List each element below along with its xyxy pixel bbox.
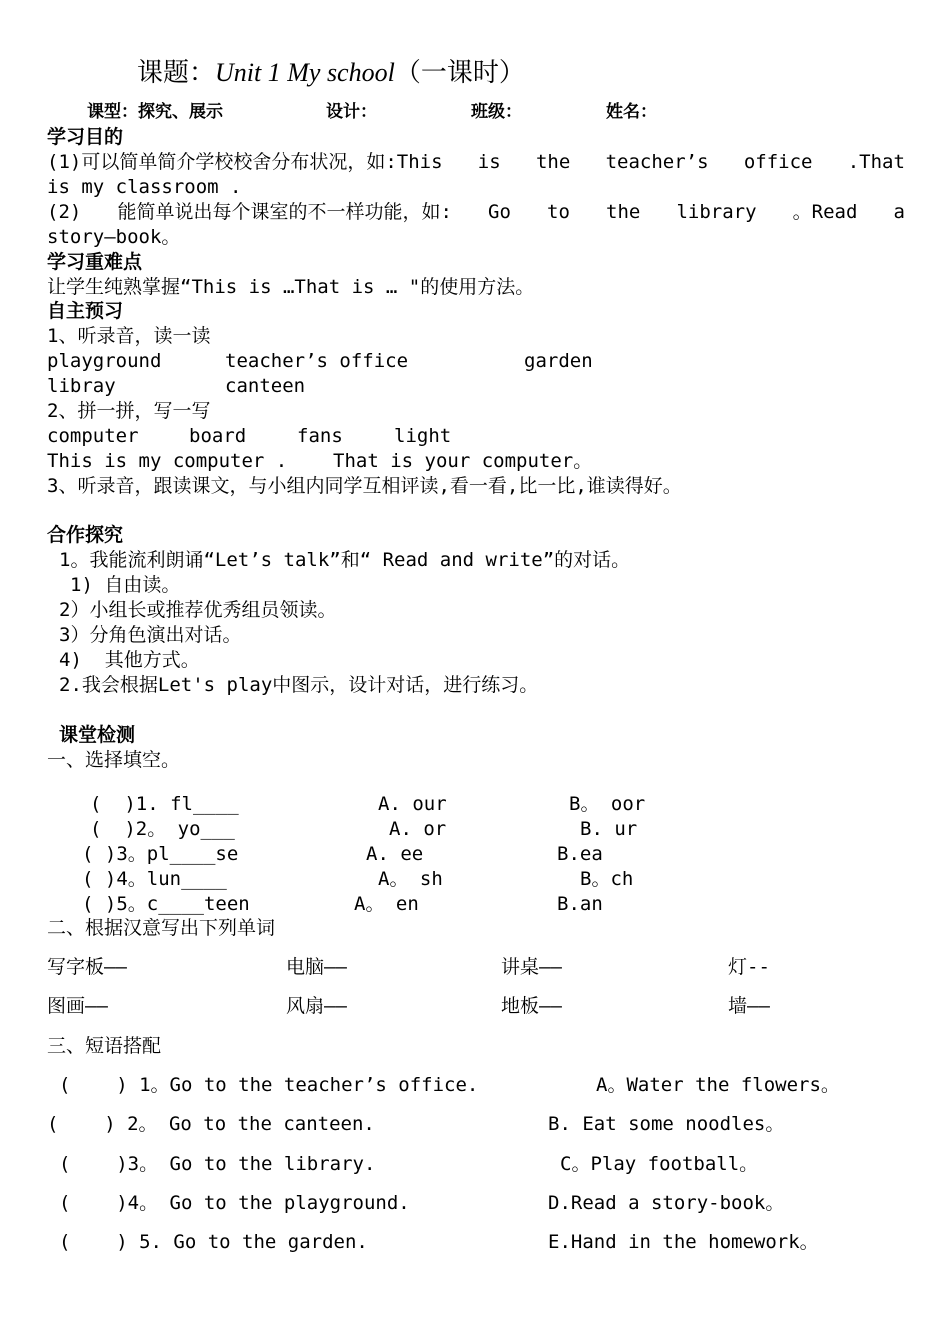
designer-label: 设计： xyxy=(326,102,377,122)
choice-q4: ( )4。lun____ xyxy=(82,868,227,890)
word-board: board xyxy=(189,425,247,447)
choice-q2-a: A. or xyxy=(389,818,447,840)
word-fans: fans xyxy=(297,425,343,447)
choice-q4-b: B。ch xyxy=(580,868,634,890)
match-q3: ( )3。 Go to the library. xyxy=(59,1153,376,1175)
name-label: 姓名： xyxy=(606,102,657,122)
word-canteen: canteen xyxy=(225,375,306,397)
sentence-that: That is your computer。 xyxy=(333,450,593,472)
word-prompt: 地板—— xyxy=(501,995,562,1017)
word-prompt: 灯-- xyxy=(728,956,770,978)
objective-2: (2) 能简单说出每个课室的不一样功能，如: Go to the library 。Read a xyxy=(47,201,905,223)
word-playground: playground xyxy=(47,350,162,372)
choice-q5-a: A。 en xyxy=(354,893,419,915)
cooperation-sub-3: 3）分角色演出对话。 xyxy=(59,624,242,646)
cooperation-item-1: 1。我能流利朗诵“Let’s talk”和“ Read and write”的对话。 xyxy=(59,549,631,571)
choice-q3-a: A. ee xyxy=(366,843,424,865)
word-light: light xyxy=(394,425,452,447)
objectives-heading: 学习目的 xyxy=(47,126,124,148)
difficulty-heading: 学习重难点 xyxy=(47,251,143,273)
word-computer: computer xyxy=(47,425,139,447)
preview-step-1: 1、听录音，读一读 xyxy=(47,325,211,347)
match-q1: ( ) 1。Go to the teacher’s office. xyxy=(59,1074,479,1096)
preview-step-3: 3、听录音，跟读课文，与小组内同学互相评读,看一看,比一比,谁读得好。 xyxy=(47,475,682,497)
match-a1: A。Water the flowers。 xyxy=(596,1074,840,1096)
choice-q3: ( )3。pl____se xyxy=(82,843,239,865)
choice-q2-b: B. ur xyxy=(580,818,638,840)
choice-q3-b: B.ea xyxy=(557,843,603,865)
match-q4: ( )4。 Go to the playground. xyxy=(59,1192,410,1214)
match-q2: ( ) 2。 Go to the canteen. xyxy=(47,1113,375,1135)
match-a5: E.Hand in the homework。 xyxy=(548,1231,819,1253)
choice-q5-b: B.an xyxy=(557,893,603,915)
preview-step-2: 2、拼一拼，写一写 xyxy=(47,400,211,422)
part1-title: 一、选择填空。 xyxy=(47,749,181,771)
match-a3: C。Play football。 xyxy=(560,1153,759,1175)
part2-title: 二、根据汉意写出下列单词 xyxy=(47,917,276,939)
word-garden: garden xyxy=(524,350,593,372)
class-label: 班级： xyxy=(471,102,522,122)
choice-q4-a: A。 sh xyxy=(378,868,443,890)
objective-1: (1)可以简单简介学校校舍分布状况，如:This is the teacher’s office .That xyxy=(47,151,905,173)
choice-q1: ( )1. fl____ xyxy=(90,793,239,815)
choice-q2: ( )2。 yo___ xyxy=(90,818,235,840)
preview-heading: 自主预习 xyxy=(47,300,124,322)
cooperation-sub-2: 2）小组长或推荐优秀组员领读。 xyxy=(59,599,337,621)
word-prompt: 图画—— xyxy=(47,995,108,1017)
choice-q1-a: A. our xyxy=(378,793,447,815)
choice-q5: ( )5。c____teen xyxy=(82,893,250,915)
lesson-type: 课型：探究、展示 xyxy=(87,102,223,122)
word-prompt: 讲桌—— xyxy=(501,956,562,978)
word-teachers-office: teacher’s office xyxy=(225,350,409,372)
test-heading: 课堂检测 xyxy=(59,724,136,746)
word-prompt: 风扇—— xyxy=(286,995,347,1017)
page-title: 课题：Unit 1 My school（一课时） xyxy=(137,58,525,88)
cooperation-item-2: 2.我会根据Let's play中图示，设计对话，进行练习。 xyxy=(59,674,539,696)
cooperation-sub-1: 1) 自由读。 xyxy=(70,574,181,596)
word-prompt: 墙—— xyxy=(728,995,770,1017)
choice-q1-b: B。 oor xyxy=(569,793,646,815)
word-prompt: 写字板—— xyxy=(47,956,127,978)
sentence-this: This is my computer . xyxy=(47,450,288,472)
word-libray: libray xyxy=(47,375,116,397)
objective-2-cont: story—book。 xyxy=(47,226,181,248)
cooperation-sub-4: 4) 其他方式。 xyxy=(59,649,200,671)
word-prompt: 电脑—— xyxy=(286,956,347,978)
difficulty-text: 让学生纯熟掌握“This is …That is … "的使用方法。 xyxy=(47,276,535,298)
match-a2: B. Eat some noodles。 xyxy=(548,1113,785,1135)
part3-title: 三、短语搭配 xyxy=(47,1035,162,1057)
match-q5: ( ) 5. Go to the garden. xyxy=(59,1231,368,1253)
match-a4: D.Read a story-book。 xyxy=(548,1192,785,1214)
cooperation-heading: 合作探究 xyxy=(47,524,124,546)
objective-1-cont: is my classroom . xyxy=(47,176,242,198)
